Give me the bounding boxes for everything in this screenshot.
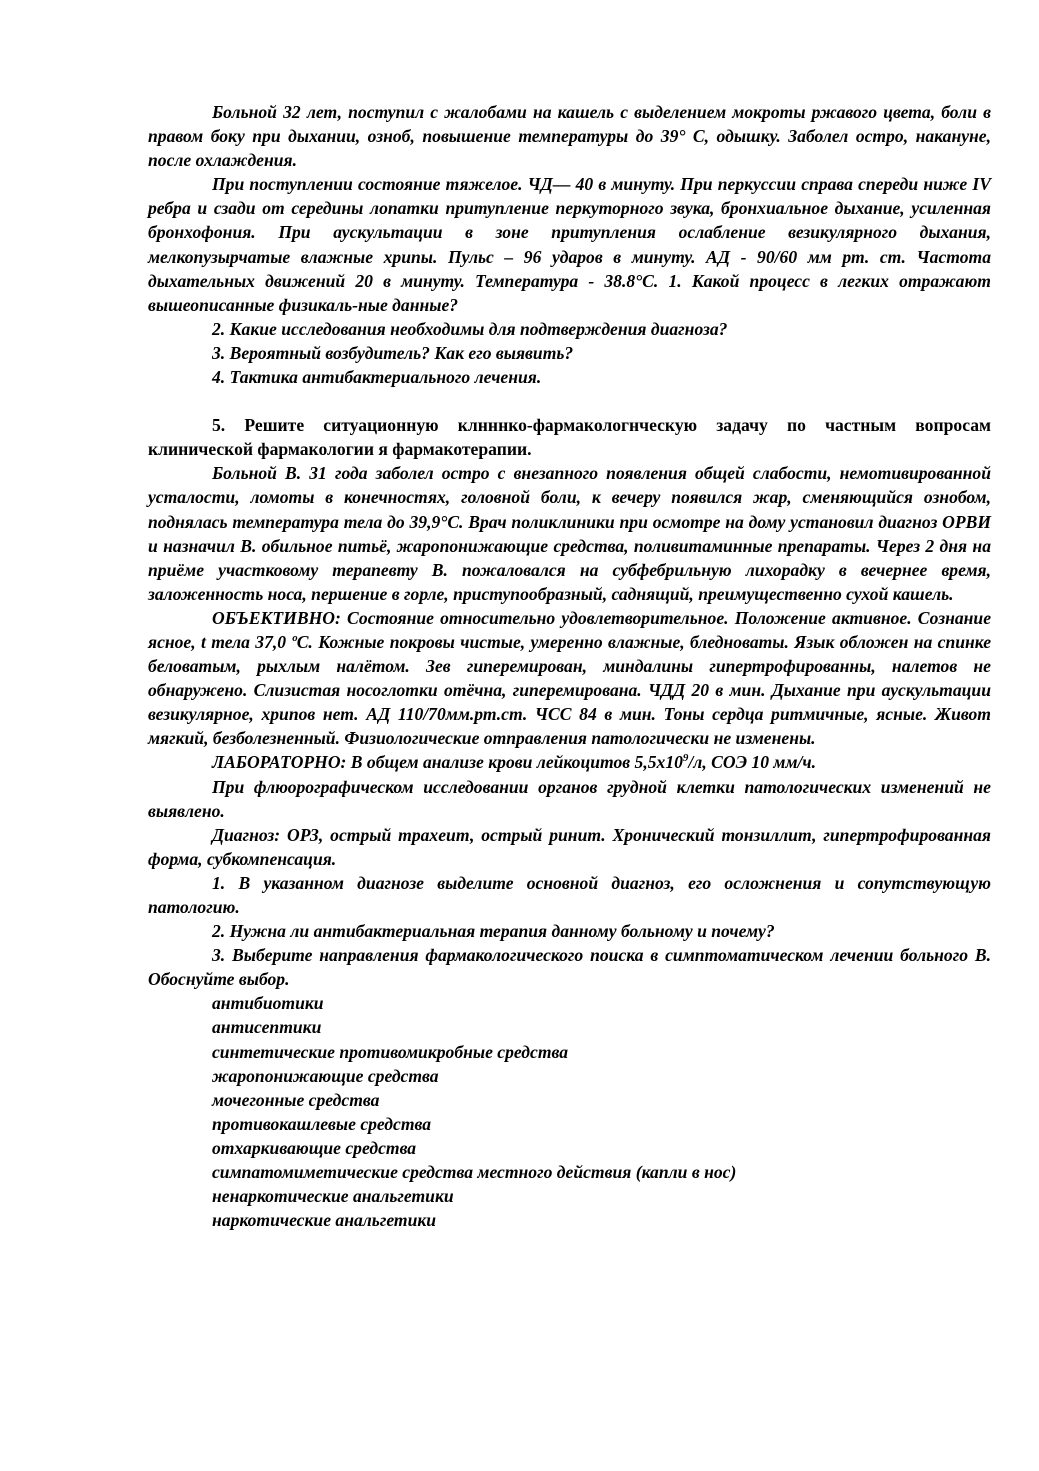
task5-objective: ОБЪЕКТИВНО: Состояние относительно удовлетворительное. Положение активное. Сознание ясное, t тела 37,0 ºС. Кожные покровы чистые, умеренно влажные, бледноваты. Язык обложен на спинке беловатым, рыхлым налётом. Зев гиперемирован, миндалины гипертрофированны, налетов не обнаружено. Слизистая носоглотки отёчна, гиперемирована. ЧДД 20 в мин. Дыхание при аускультации везикулярное, хрипов нет. АД 110/70мм.рт.ст. ЧСС 84 в мин. Тоны сердца ритмичные, ясные. Живот мягкий, безболезненный. Физиологические отправления патологически не изменены. bbox=[148, 607, 991, 749]
list-item: симпатомиметические средства местного действия (капли в нос) bbox=[212, 1162, 737, 1183]
lab-text-end: /л, СОЭ 10 мм/ч. bbox=[688, 752, 817, 773]
list-item: ненаркотические анальгетики bbox=[212, 1186, 454, 1207]
task5-question-1: 1. В указанном диагнозе выделите основной диагноз, его осложнения и сопутствующую патологию. bbox=[148, 872, 991, 917]
list-item: наркотические анальгетики bbox=[212, 1210, 437, 1231]
case1-complaint: Больной 32 лет, поступил с жалобами на кашель с выделением мокроты ржавого цвета, боли в правом боку при дыхании, озноб, повышение температуры до 39° С, одышку. Заболел остро, накануне, после охлаждения. bbox=[148, 102, 991, 171]
lab-exponent: 9 bbox=[682, 752, 689, 765]
task5-question-3: 3. Выберите направления фармакологического поиска в симптоматическом лечении больного В. Обоснуйте выбор. bbox=[148, 945, 991, 990]
list-item: антисептики bbox=[212, 1017, 322, 1038]
list-item: мочегонные средства bbox=[212, 1089, 380, 1110]
task5-diagnosis: Диагноз: ОРЗ, острый трахеит, острый ринит. Хронический тонзиллит, гипертрофированная форма, субкомпенсация. bbox=[148, 824, 991, 869]
list-item: жаропонижающие средства bbox=[212, 1065, 439, 1086]
lab-text: ЛАБОРАТОРНО: В общем анализе крови лейкоцитов 5,5х10 bbox=[212, 752, 683, 773]
case1-question-2: 2. Какие исследования необходимы для подтверждения диагноза? bbox=[212, 318, 728, 339]
task5-heading: 5. Решите ситуационную клнннко-фармакологнческую задачу по частным вопросам клинической фармакологии я фармакотерапии. bbox=[148, 415, 991, 460]
document-page bbox=[148, 100, 991, 1232]
task5-question-2: 2. Нужна ли антибактериальная терапия данному больному и почему? bbox=[212, 921, 775, 942]
case1-question-4: 4. Тактика антибактериального лечения. bbox=[212, 367, 542, 388]
case1-question-3: 3. Вероятный возбудитель? Как его выявить? bbox=[212, 342, 574, 363]
list-item: отхаркивающие средства bbox=[212, 1137, 417, 1158]
list-item: антибиотики bbox=[212, 993, 324, 1014]
list-item: противокашлевые средства bbox=[212, 1113, 432, 1134]
list-item: синтетические противомикробные средства bbox=[212, 1041, 569, 1062]
task5-history: Больной В. 31 года заболел остро с внезапного появления общей слабости, немотивированной усталости, ломоты в конечностях, головной боли, к вечеру появился жар, сменяющийся ознобом, поднялась температура тела до 39,9°С. Врач поликлиники при осмотре на дому установил диагноз ОРВИ и назначил В. обильное питьё, жаропонижающие средства, поливитаминные препараты. Через 2 дня на приёме участковому терапевту В. пожаловался на субфебрильную лихорадку в вечернее время, заложенность носа, першение в горле, приступообразный, саднящий, преимущественно сухой кашель. bbox=[148, 463, 991, 604]
drug-options-list bbox=[148, 991, 991, 1232]
paragraph-gap bbox=[148, 389, 991, 413]
task5-xray: При флюорографическом исследовании органов грудной клетки патологических изменений не выявлено. bbox=[148, 776, 991, 821]
task5-lab bbox=[148, 750, 991, 774]
case1-exam: При поступлении состояние тяжелое. ЧД— 40 в минуту. При перкуссии справа спереди ниже IV ребра и сзади от середины лопатки притупление перкуторного звука, бронхиальное дыхание, усиленная бронхофония. При аускультации в зоне притупления ослабление везикулярного дыхания, мелкопузырчатые влажные хрипы. Пульс – 96 ударов в минуту. АД - 90/60 мм рт. ст. Частота дыхательных движений 20 в минуту. Температура - 38.8°С. 1. Какой процесс в легких отражают вышеописанные физикаль-ные данные? bbox=[148, 174, 991, 315]
